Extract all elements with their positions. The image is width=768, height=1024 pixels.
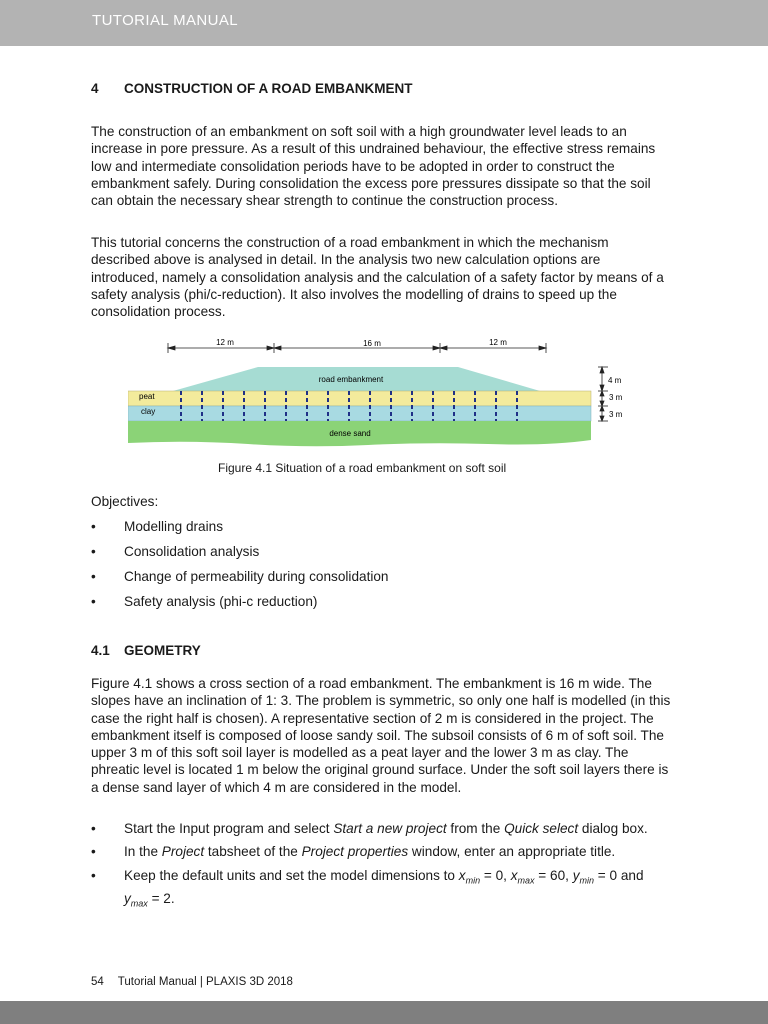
objectives-title: Objectives: [91, 494, 159, 509]
footer-bar [0, 1001, 768, 1024]
header-bar [0, 0, 768, 46]
embankment-figure [128, 336, 638, 454]
clay-label: clay [141, 407, 156, 416]
list-item: • Modelling drains [91, 518, 671, 543]
objectives-list [91, 518, 671, 618]
list-item: • Start the Input program and select Start a new project from the Quick select dialog box. [91, 820, 671, 837]
section-title: CONSTRUCTION OF A ROAD EMBANKMENT [124, 81, 413, 96]
intro-paragraph-1: The construction of an embankment on soft soil with a high groundwater level leads to an increase in pore pressure. As a result of this undrained behaviour, the effective stress remains low and intermediate consolidation periods have to be adopted in order to construct the embankment safely. During consolidation the excess pore pressures dissipate so that the soil can obtain the necessary shear strength to continue the construction process. [91, 124, 656, 209]
header-title: TUTORIAL MANUAL [92, 12, 239, 29]
height-peat-label: 3 m [609, 393, 623, 402]
height-embankment-label: 4 m [608, 376, 622, 385]
height-markers [598, 367, 608, 421]
peat-label: peat [139, 392, 155, 401]
subsection-heading [91, 643, 671, 658]
page-number: 54 [91, 976, 104, 988]
geometry-paragraph: Figure 4.1 shows a cross section of a road embankment. The embankment is 16 m wide. The slopes have an inclination of 1: 3. The problem is symmetric, so only one half is modelled (in this case the right half is chosen). A representative section of 2 m is considered in the project. The embankment itself is composed of loose sandy soil. The subsoil consists of 6 m of soft soil. The upper 3 m of this soft soil layer is modelled as a peat layer and the lower 3 m as clay. The phreatic level is located 1 m below the original ground surface. Under the soft soil layers there is a dense sand layer of which 4 m are considered in the model. [91, 676, 671, 795]
figure-caption: Figure 4.1 Situation of a road embankment on soft soil [218, 461, 507, 475]
dim-right-label: 12 m [489, 338, 507, 347]
list-item: • Safety analysis (phi-c reduction) [91, 593, 671, 618]
list-item: • Keep the default units and set the model dimensions to $x_{min} = 0$, $x_{max} = 60$, $y_{min} = 0$ and $y_{max} = 2$. [91, 867, 671, 913]
embankment-label: road embankment [318, 375, 384, 384]
dim-mid-label: 16 m [363, 339, 381, 348]
height-clay-label: 3 m [609, 410, 623, 419]
steps-list [91, 820, 671, 919]
peat-layer [128, 391, 591, 406]
list-item: • Consolidation analysis [91, 543, 671, 568]
clay-layer [128, 406, 591, 421]
page-footer [91, 976, 671, 988]
subsection-number: 4.1 [91, 643, 110, 658]
dim-left-label: 12 m [216, 338, 234, 347]
section-heading [91, 81, 671, 96]
intro-paragraph-2: This tutorial concerns the construction of a road embankment in which the mechanism described above is analysed in detail. In the analysis two new calculation options are introduced, namely a consolidation analysis and the calculation of a safety factor by means of a safety analysis (phi/c-reduction). It also involves the modelling of drains to speed up the consolidation process. [91, 235, 664, 320]
sand-label: dense sand [329, 429, 371, 438]
subsection-title: GEOMETRY [124, 643, 201, 658]
section-number: 4 [91, 81, 99, 96]
list-item: • In the Project tabsheet of the Project properties window, enter an appropriate title. [91, 843, 671, 860]
list-item: • Change of permeability during consolidation [91, 568, 671, 593]
footer-text: Tutorial Manual | PLAXIS 3D 2018 [117, 976, 293, 988]
